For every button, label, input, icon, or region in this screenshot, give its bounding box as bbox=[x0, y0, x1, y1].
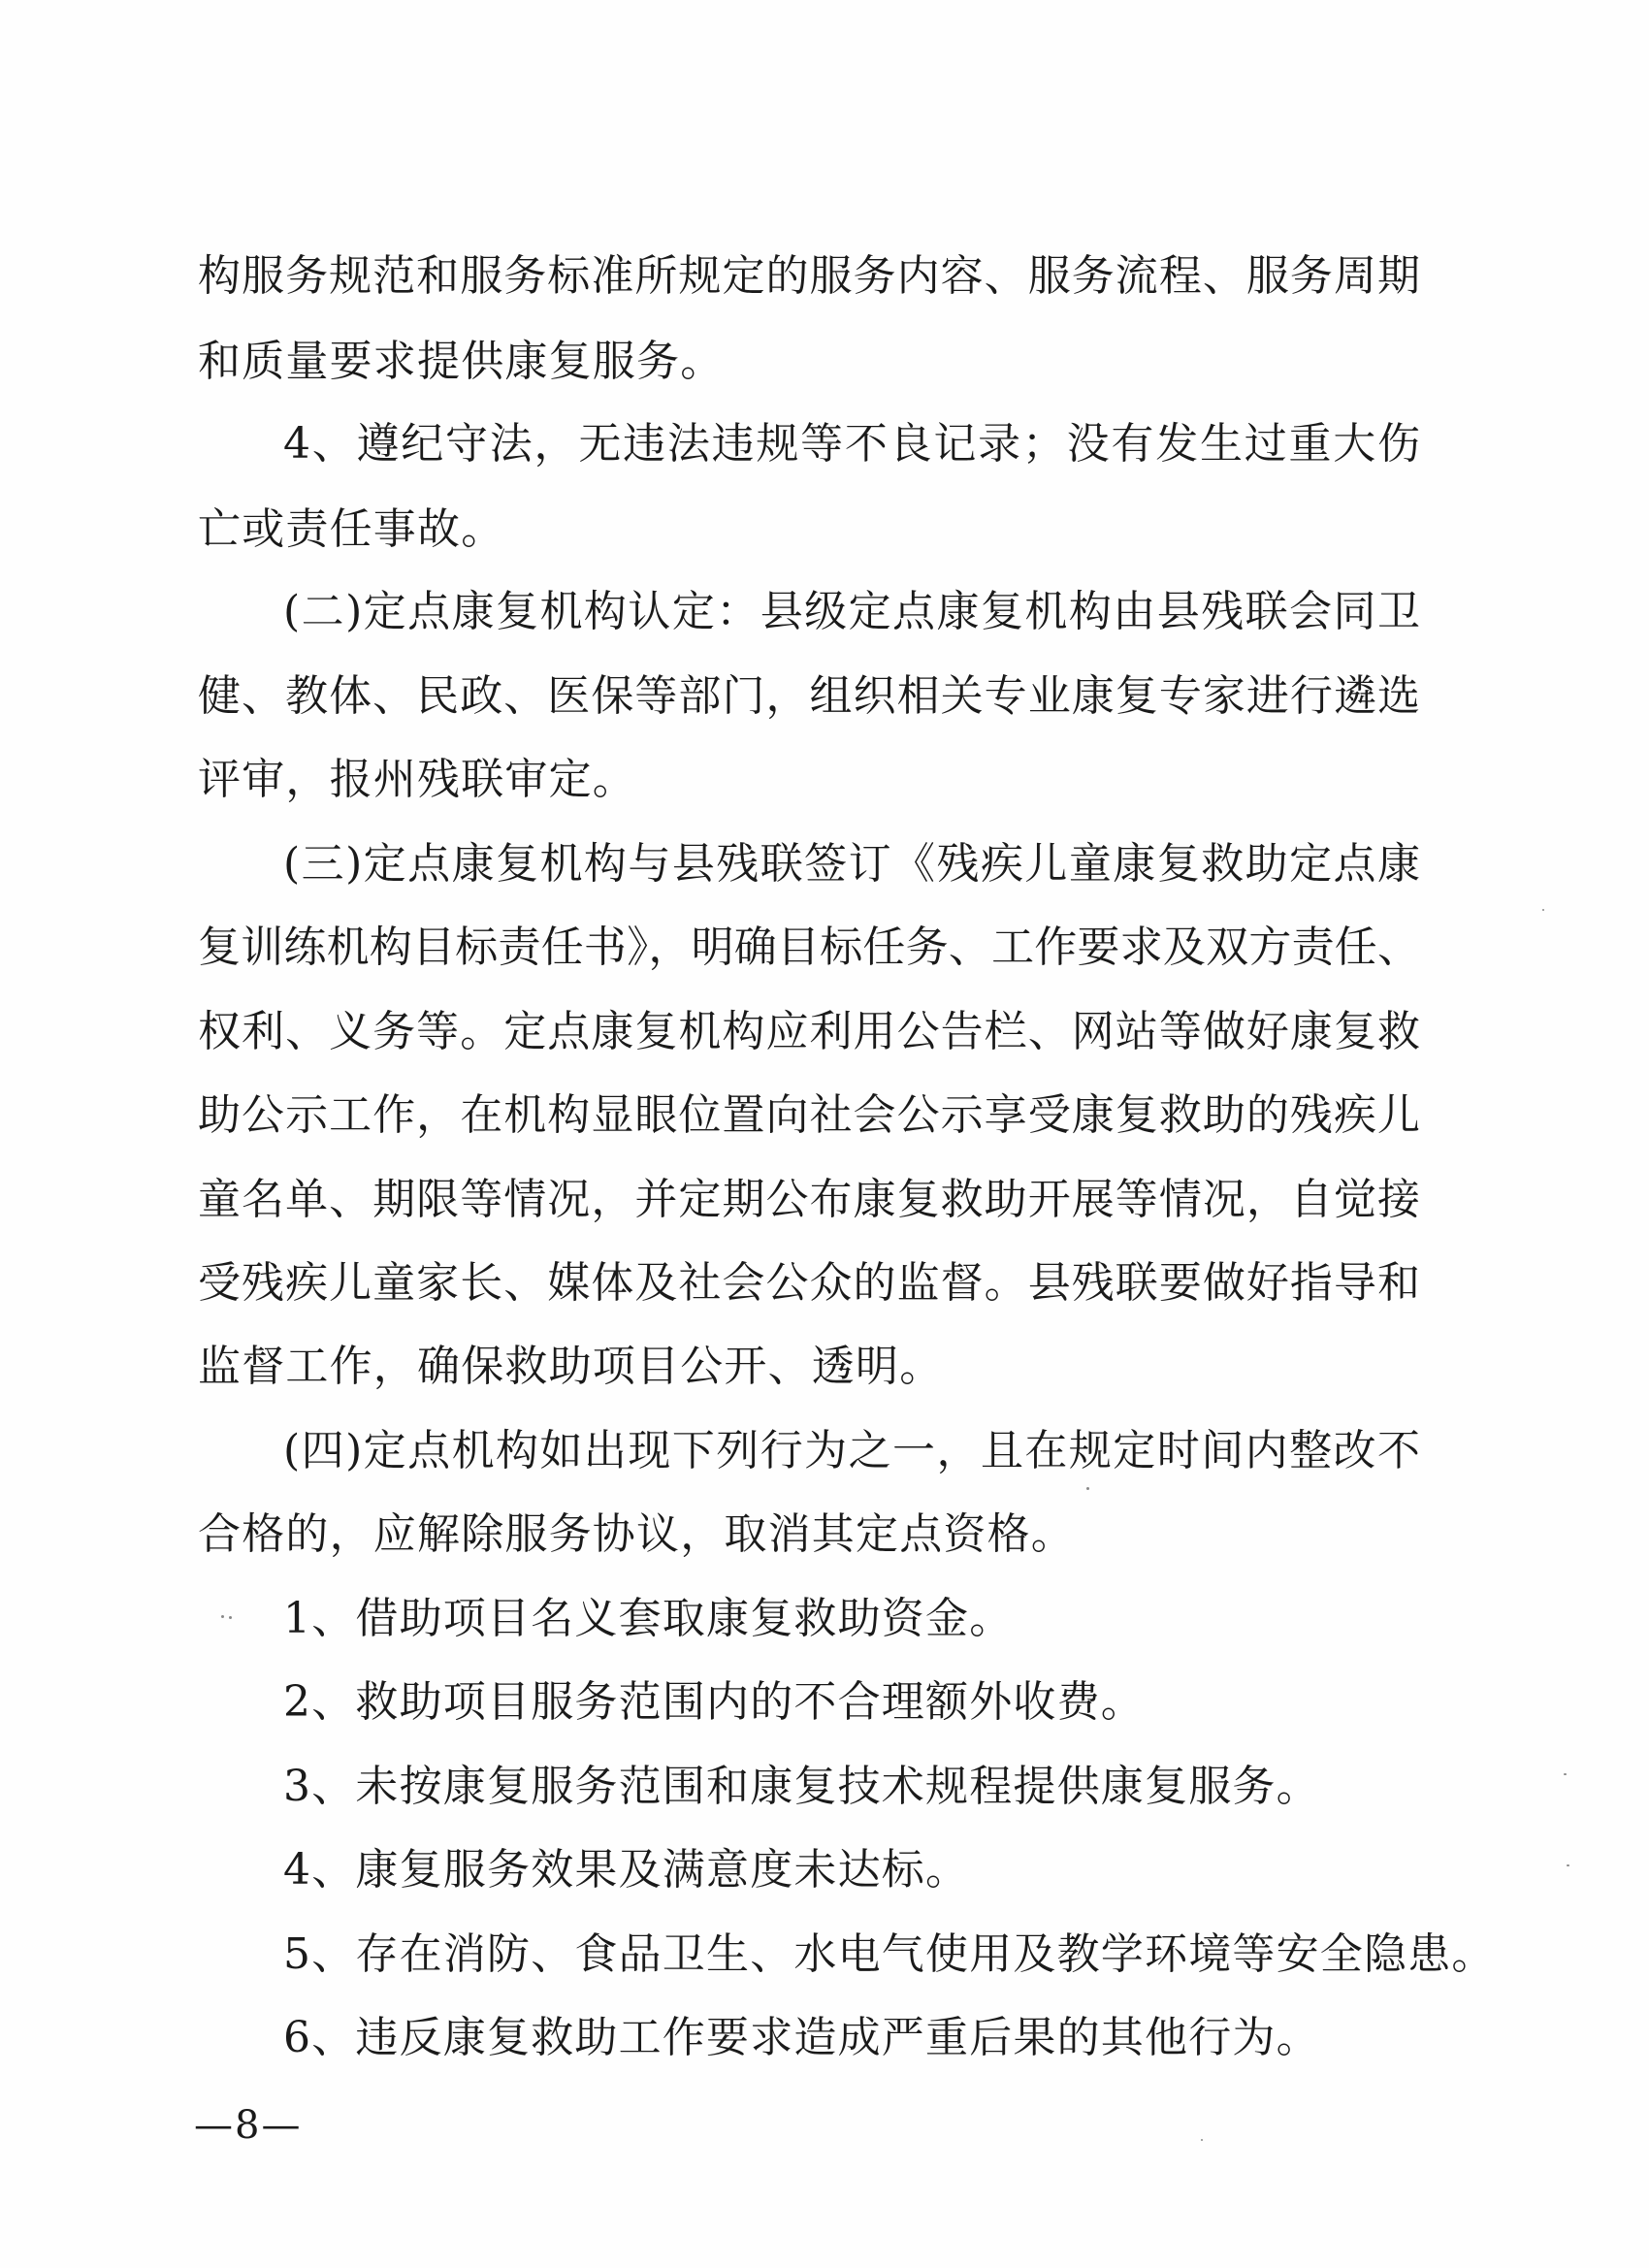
text-line: 童名单、期限等情况，并定期公布康复救助开展等情况，自觉接 bbox=[198, 1175, 1420, 1224]
text-line: 复训练机构目标责任书》，明确目标任务、工作要求及双方责任、 bbox=[198, 923, 1420, 972]
text-line: 监督工作，确保救助项目公开、透明。 bbox=[198, 1342, 944, 1391]
text-line: 3、未按康复服务范围和康复技术规程提供康复服务。 bbox=[283, 1762, 1320, 1811]
page-number: —8— bbox=[194, 2103, 303, 2148]
scan-speck bbox=[1564, 1773, 1567, 1775]
text-line: (四)定点机构如出现下列行为之一，且在规定时间内整改不 bbox=[283, 1426, 1420, 1475]
scan-speck bbox=[1086, 1487, 1089, 1490]
text-line: 亡或责任事故。 bbox=[198, 504, 505, 554]
scan-speck bbox=[229, 1616, 232, 1619]
text-line: 4、康复服务效果及满意度未达标。 bbox=[283, 1845, 970, 1895]
text-line: 1、借助项目名义套取康复救助资金。 bbox=[283, 1594, 1014, 1643]
text-line: 和质量要求提供康复服务。 bbox=[198, 337, 725, 386]
text-line: 受残疾儿童家长、媒体及社会公众的监督。县残联要做好指导和 bbox=[198, 1258, 1420, 1308]
text-line: 权利、义务等。定点康复机构应利用公告栏、网站等做好康复救 bbox=[198, 1007, 1420, 1056]
scan-speck bbox=[1567, 1864, 1569, 1866]
scan-speck bbox=[1201, 2139, 1203, 2141]
text-line: 健、教体、民政、医保等部门，组织相关专业康复专家进行遴选 bbox=[198, 671, 1420, 721]
scan-speck bbox=[1542, 909, 1544, 911]
text-line: 6、违反康复救助工作要求造成严重后果的其他行为。 bbox=[283, 2013, 1320, 2062]
text-line: 合格的，应解除服务协议，取消其定点资格。 bbox=[198, 1509, 1075, 1559]
text-line: 2、救助项目服务范围内的不合理额外收费。 bbox=[283, 1677, 1145, 1727]
text-line: 构服务规范和服务标准所规定的服务内容、服务流程、服务周期 bbox=[198, 251, 1420, 301]
scan-speck bbox=[221, 1615, 224, 1618]
text-line: 4、遵纪守法，无违法违规等不良记录；没有发生过重大伤 bbox=[283, 419, 1420, 469]
text-line: (二)定点康复机构认定：县级定点康复机构由县残联会同卫 bbox=[283, 587, 1420, 636]
text-line: (三)定点康复机构与县残联签订《残疾儿童康复救助定点康 bbox=[283, 839, 1420, 889]
text-line: 5、存在消防、食品卫生、水电气使用及教学环境等安全隐患。 bbox=[283, 1929, 1496, 1979]
text-line: 评审，报州残联审定。 bbox=[198, 755, 636, 804]
text-line: 助公示工作，在机构显眼位置向社会公示享受康复救助的残疾儿 bbox=[198, 1090, 1420, 1140]
